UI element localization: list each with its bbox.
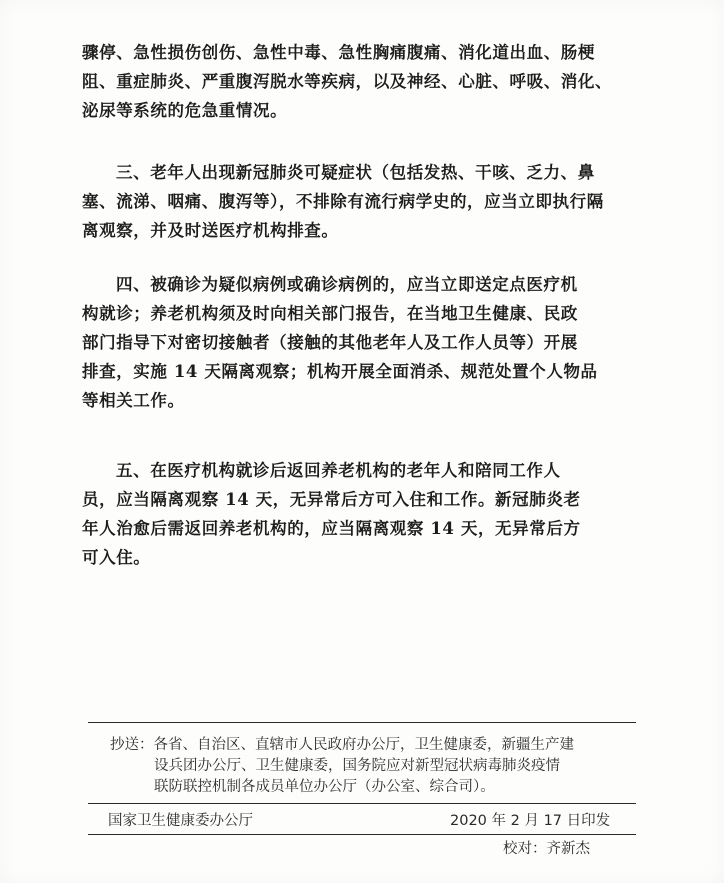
text-line: 离观察，并及时送医疗机构排查。 xyxy=(82,221,339,240)
text-line: 塞、流涕、咽痛、腹泻等），不排除有流行病学史的，应当立即执行隔 xyxy=(82,192,604,211)
text-line: 年人治愈后需返回养老机构的，应当隔离观察 14 天，无异常后方 xyxy=(82,519,581,538)
text-line: 排查，实施 14 天隔离观察；机构开展全面消杀、规范处置个人物品 xyxy=(82,362,598,381)
text-line: 骤停、急性损伤创伤、急性中毒、急性胸痛腹痛、消化道出血、肠梗 xyxy=(82,43,595,62)
text-line: 等相关工作。 xyxy=(82,391,185,410)
text-line: 泌尿等系统的危急重情况。 xyxy=(82,101,288,120)
text-line: 四、被确诊为疑似病例或确诊病例的，应当立即送定点医疗机 xyxy=(116,275,578,294)
text-line: 构就诊；养老机构须及时向相关部门报告，在当地卫生健康、民政 xyxy=(82,304,578,323)
cc-line-3: 联防联控机制各成员单位办公厅（办公室、综合司）。 xyxy=(154,779,495,795)
paragraph-item-5 xyxy=(82,456,642,572)
footer-rule-top xyxy=(88,722,636,723)
paragraph-item-4 xyxy=(82,270,642,415)
text-line: 三、老年人出现新冠肺炎可疑症状（包括发热、干咳、乏力、鼻 xyxy=(116,163,595,182)
paragraph-item-3 xyxy=(82,158,642,245)
text-line: 部门指导下对密切接触者（接触的其他老年人及工作人员等）开展 xyxy=(82,333,578,352)
paragraph-continuation xyxy=(82,38,642,125)
cc-line-2: 设兵团办公厅、卫生健康委，国务院应对新型冠状病毒肺炎疫情 xyxy=(154,758,560,774)
cc-line-1: 抄送：各省、自治区、直辖市人民政府办公厅，卫生健康委，新疆生产建 xyxy=(110,737,574,753)
issuer-name: 国家卫生健康委办公厅 xyxy=(108,813,253,829)
text-line: 可入住。 xyxy=(82,548,151,567)
footer-rule-middle xyxy=(88,803,636,804)
text-line: 员，应当隔离观察 14 天，无异常后方可入住和工作。新冠肺炎老 xyxy=(82,490,581,509)
text-line: 五、在医疗机构就诊后返回养老机构的老年人和陪同工作人 xyxy=(116,461,561,480)
issue-date: 2020 年 2 月 17 日印发 xyxy=(450,813,611,829)
proofreader: 校对：齐新杰 xyxy=(503,841,590,857)
footer-rule-bottom xyxy=(88,834,636,835)
text-line: 阻、重症肺炎、严重腹泻脱水等疾病，以及神经、心脏、呼吸、消化、 xyxy=(82,72,613,91)
